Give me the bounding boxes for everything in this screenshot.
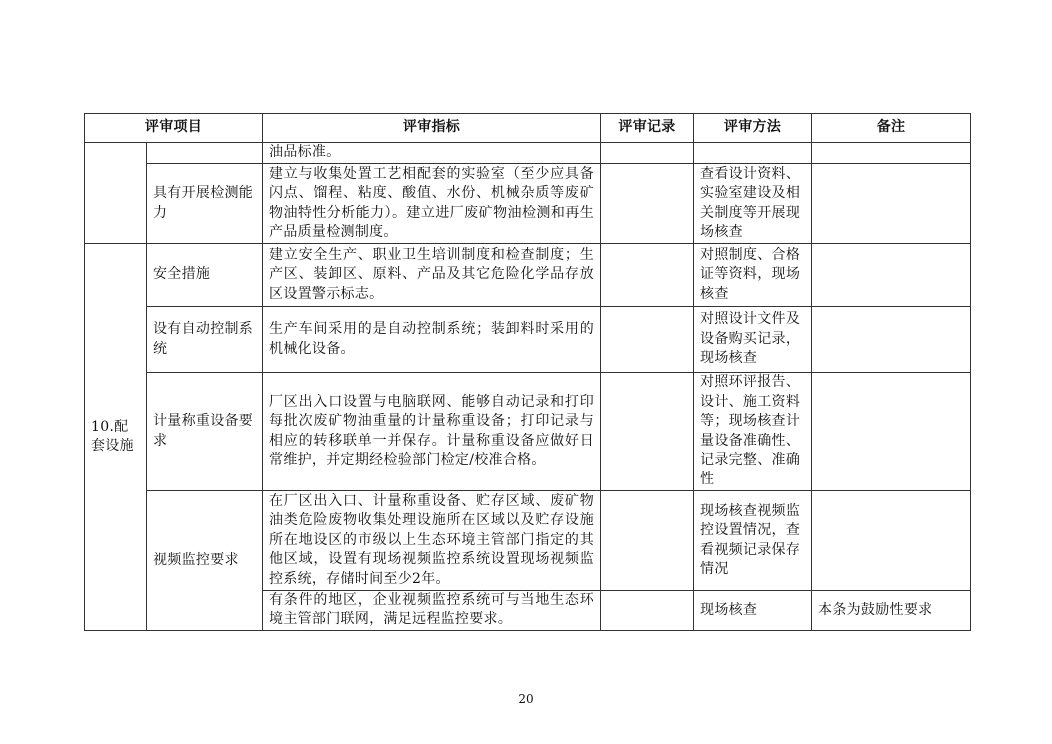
indicator-cell: 厂区出入口设置与电脑联网、能够自动记录和打印每批次废矿物油重量的计量称重设备；打印记录与相应的转移联单一并保存。计量称重设备应做好日常维护，并定期经检验部门检定/校准合格。 <box>263 373 601 491</box>
note-cell <box>812 373 971 491</box>
method-cell: 对照设计文件及设备购买记录，现场核查 <box>694 307 812 373</box>
note-cell <box>812 307 971 373</box>
method-cell <box>694 143 812 164</box>
note-cell <box>812 491 971 591</box>
indicator-cell: 在厂区出入口、计量称重设备、贮存区域、废矿物油类危险废物收集处理设施所在区域以及贮存设施所在地设区的市级以上生态环境主管部门指定的其他区域，设置有现场视频监控系统设置现场视频监控系统，存储时间至少2年。 <box>263 491 601 591</box>
method-cell: 对照制度、合格证等资料，现场核查 <box>694 244 812 307</box>
item-cell: 设有自动控制系统 <box>147 307 263 373</box>
indicator-cell: 油品标准。 <box>263 143 601 164</box>
note-cell <box>812 244 971 307</box>
record-cell <box>601 164 694 244</box>
method-cell: 对照环评报告、设计、施工资料等；现场核查计量设备准确性、记录完整、准确性 <box>694 373 812 491</box>
table-header-row <box>85 114 971 143</box>
record-cell <box>601 307 694 373</box>
method-cell: 现场核查视频监控设置情况，查看视频记录保存情况 <box>694 491 812 591</box>
indicator-cell: 建立与收集处置工艺相配套的实验室（至少应具备闪点、馏程、粘度、酸值、水份、机械杂质等废矿物油特性分析能力）。建立进厂废矿物油检测和再生产品质量检测制度。 <box>263 164 601 244</box>
header-record: 评审记录 <box>601 114 694 143</box>
item-cell: 具有开展检测能力 <box>147 164 263 244</box>
table-row <box>85 244 971 307</box>
item-cell: 视频监控要求 <box>147 491 263 631</box>
item-cell <box>147 143 263 164</box>
note-cell: 本条为鼓励性要求 <box>812 591 971 631</box>
table-row <box>85 164 971 244</box>
indicator-cell: 生产车间采用的是自动控制系统；装卸料时采用的机械化设备。 <box>263 307 601 373</box>
record-cell <box>601 143 694 164</box>
header-note: 备注 <box>812 114 971 143</box>
note-cell <box>812 143 971 164</box>
header-method: 评审方法 <box>694 114 812 143</box>
review-table <box>84 113 971 631</box>
method-cell: 现场核查 <box>694 591 812 631</box>
indicator-cell: 有条件的地区，企业视频监控系统可与当地生态环境主管部门联网，满足远程监控要求。 <box>263 591 601 631</box>
indicator-cell: 建立安全生产、职业卫生培训制度和检查制度；生产区、装卸区、原料、产品及其它危险化学品存放区设置警示标志。 <box>263 244 601 307</box>
header-item: 评审项目 <box>85 114 263 143</box>
record-cell <box>601 491 694 591</box>
category-cell-continued <box>85 143 147 244</box>
record-cell <box>601 244 694 307</box>
table-row <box>85 373 971 491</box>
record-cell <box>601 591 694 631</box>
page-number: 20 <box>518 692 534 706</box>
category-cell: 10.配套设施 <box>85 244 147 631</box>
record-cell <box>601 373 694 491</box>
table-row <box>85 307 971 373</box>
note-cell <box>812 164 971 244</box>
table-row <box>85 143 971 164</box>
table-row <box>85 491 971 591</box>
header-indicator: 评审指标 <box>263 114 601 143</box>
method-cell: 查看设计资料、实验室建设及相关制度等开展现场核查 <box>694 164 812 244</box>
item-cell: 计量称重设备要求 <box>147 373 263 491</box>
item-cell: 安全措施 <box>147 244 263 307</box>
